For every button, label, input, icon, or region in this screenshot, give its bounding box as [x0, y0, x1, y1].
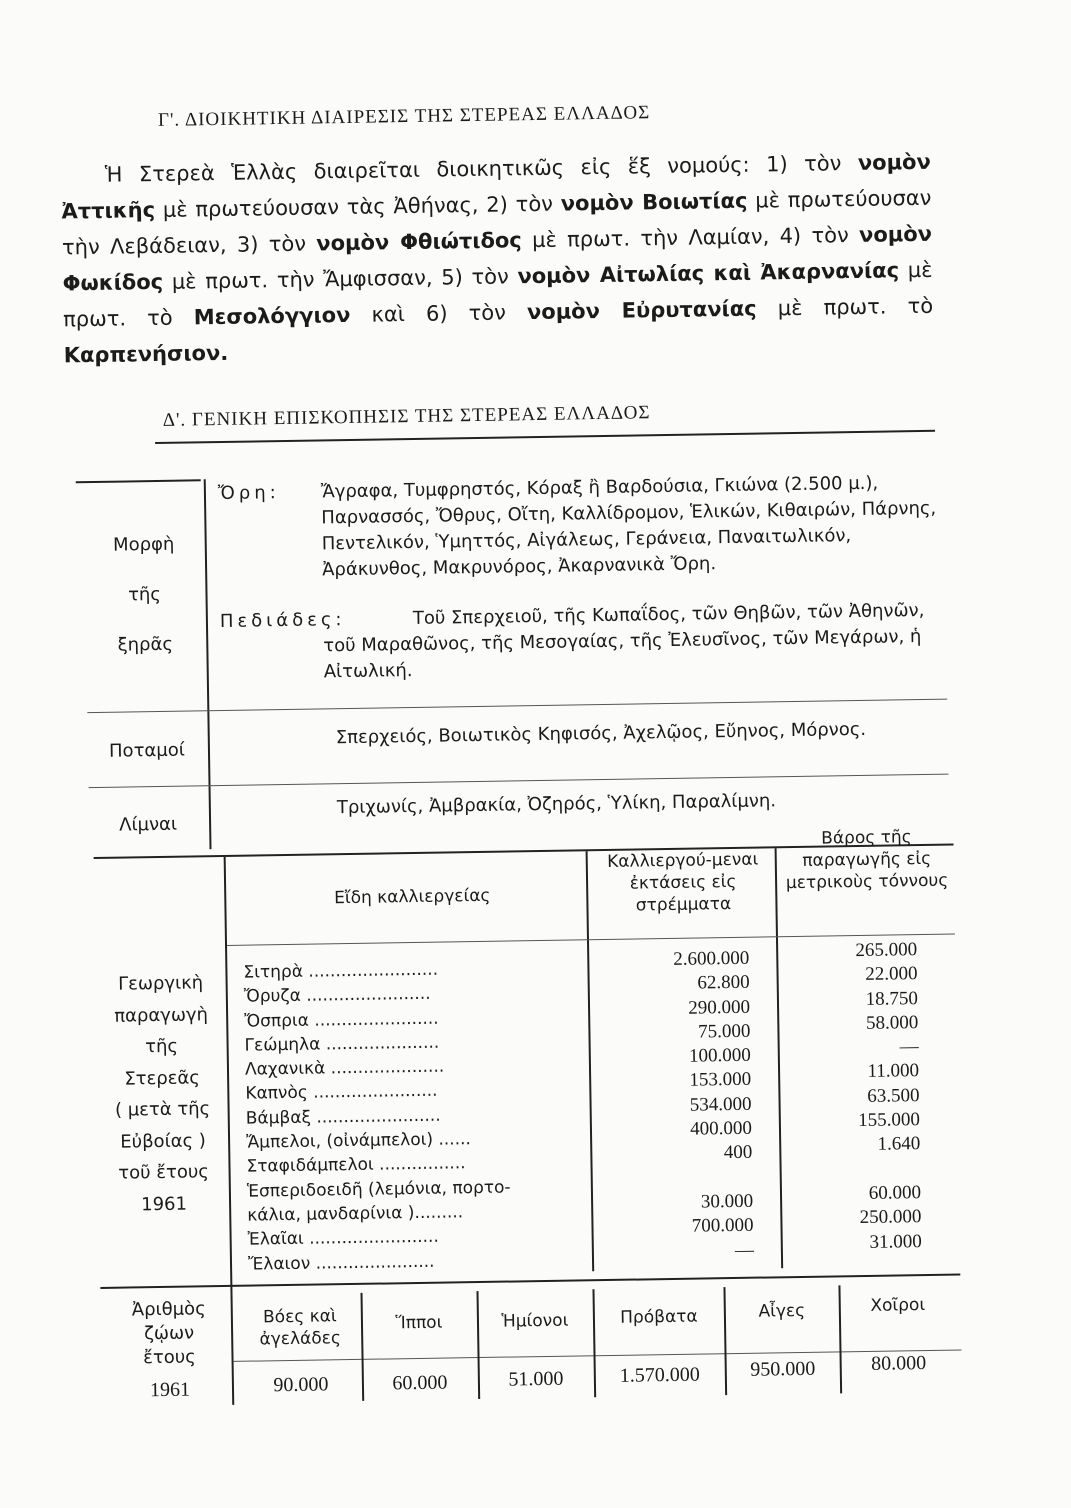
- area-value: —: [734, 1239, 755, 1261]
- para-text: μὲ πρωτ. τὸ: [62, 257, 933, 332]
- para-bold: νομὸν Ἀττικῆς: [61, 149, 931, 224]
- label-line: Στερεᾶς: [124, 1066, 201, 1090]
- crop-item: Σταφιδάμπελοι ................: [246, 1153, 466, 1178]
- weight-value: 18.750: [865, 987, 919, 1010]
- animal-header: Χοῖροι: [870, 1295, 926, 1316]
- crop-item: Καπνὸς .......................: [245, 1081, 438, 1105]
- area-value: 100.000: [688, 1044, 751, 1067]
- crop-item: Γεώμηλα .....................: [244, 1032, 440, 1056]
- crop-item: Λαχανικὰ .....................: [244, 1056, 445, 1080]
- crop-item: Ἑσπεριδοειδῆ (λεμόνια, πορτο-: [246, 1177, 511, 1202]
- animal-header: Βόες καὶ ἀγελάδες: [259, 1306, 342, 1350]
- para-text: καὶ 6) τὸν: [350, 300, 528, 327]
- row-rule: [87, 699, 947, 714]
- limnai-text: Τριχωνίς, Ἀμβρακία, Ὀζηρός, Ὑλίκη, Παραλίμνη.: [336, 790, 777, 819]
- animal-value: 80.000: [871, 1352, 927, 1375]
- label-line: Μορφὴ: [112, 533, 175, 556]
- ori-text: Ἄγραφα, Τυμφρηστός, Κόραξ ἢ Βαρδούσια, Γκιώνα (2.500 μ.), Παρνασσός, Ὄθρυς, Οἴτη, Καλλίδρομον, Ἑλικών, Κιθαιρών, Πάρνης, Πεντελικόν, Ὑμηττός, Αἰγάλεως, Γεράνεια, Παναιτωλικόν, Ἀράκυνθος, Μακρυνόρος, Ἀκαρνανικὰ Ὄρη.: [320, 472, 937, 581]
- label-line: 1961: [141, 1193, 188, 1215]
- label-line: ( μετὰ τῆς: [114, 1098, 211, 1121]
- area-value: [597, 1165, 753, 1192]
- weight-value: 1.640: [877, 1133, 921, 1156]
- animal-value: 51.000: [508, 1367, 564, 1391]
- weight-value: 155.000: [857, 1109, 921, 1132]
- table-divider-vertical: [204, 479, 212, 849]
- label-line: τῆς: [127, 583, 162, 606]
- weight-value: 58.000: [865, 1011, 919, 1034]
- area-value: 290.000: [688, 996, 751, 1019]
- area-column: [593, 947, 754, 1265]
- para-bold: Μεσολόγγιον: [193, 302, 351, 330]
- para-bold: νομὸν Φωκίδος: [62, 221, 933, 296]
- para-bold: Καρπενήσιον.: [63, 340, 229, 368]
- area-value: 700.000: [691, 1214, 754, 1237]
- para-text: μὲ πρωτ. τὴν Ἄμφισσαν, 5) τὸν: [162, 264, 518, 294]
- ori-label: Ὄρη:: [217, 482, 280, 505]
- label-line: Εὐβοίας ): [120, 1129, 207, 1153]
- para-text: μὲ πρωτεύουσαν τὴν Λεβάδειαν, 3) τὸν: [61, 185, 932, 260]
- animal-col-divider: [361, 1293, 365, 1401]
- label-line: ξηρᾶς: [117, 633, 174, 656]
- area-value: 153.000: [689, 1069, 752, 1092]
- crop-weight-header: Βάρος τῆς παραγωγῆς εἰς μετρικοὺς τόννους: [785, 827, 949, 894]
- crop-item: Βάμβαξ .......................: [245, 1105, 441, 1129]
- label-line: ζῴων: [143, 1322, 195, 1345]
- para-text: μὲ πρωτεύουσαν τὰς Ἀθήνας, 2) τὸν: [154, 191, 561, 222]
- crop-item: Σιτηρὰ ........................: [243, 959, 439, 983]
- pedia-text: Τοῦ Σπερχειοῦ, τῆς Κωπαΐδος, τῶν Θηβῶν, τῶν Ἀθηνῶν, τοῦ Μαραθῶνος, τῆς Μεσογαίας, τῆς Ἐλευσῖνος, τῶν Μεγάρων, ἡ Αἰτωλική.: [323, 599, 925, 683]
- crop-side-label: [95, 967, 229, 1221]
- crop-item: Ὄρυζα .......................: [243, 984, 431, 1007]
- pedia-label: Πεδιάδες:: [219, 609, 346, 633]
- animal-header: Πρόβατα: [620, 1306, 698, 1328]
- animal-value: 90.000: [273, 1373, 329, 1397]
- label-line: παραγωγὴ: [114, 1003, 209, 1027]
- para-bold: νομὸν Εὐρυτανίας: [526, 296, 757, 325]
- label-line: τῆς: [145, 1035, 179, 1058]
- animal-header: Αἶγες: [758, 1300, 806, 1322]
- crop-item: Ἐλαῖαι ........................: [247, 1226, 439, 1250]
- area-value: 400: [723, 1142, 753, 1164]
- limnai-label: Λίμναι: [119, 813, 178, 836]
- area-value: 75.000: [698, 1020, 751, 1043]
- potamoi-text: Σπερχειός, Βοιωτικὸς Κηφισός, Ἀχελῷος, Εὔηνος, Μόρνος.: [335, 718, 867, 749]
- section-heading-g: Γ'. ΔΙΟΙΚΗΤΙΚΗ ΔΙΑΙΡΕΣΙΣ ΤΗΣ ΣΤΕΡΕΑΣ ΕΛΛΑΔΟΣ: [157, 102, 651, 131]
- animal-col-divider: [838, 1285, 842, 1393]
- crop-area-header: Καλλιεργού-μεναι ἐκτάσεις εἰς στρέμματα: [607, 849, 759, 916]
- potamoi-label: Ποταμοί: [108, 739, 186, 762]
- para-text: μὲ πρωτ. τὴν Λαμίαν, 4) τὸν: [521, 222, 860, 253]
- crop-item: Ἔλαιον ......................: [247, 1251, 435, 1275]
- weight-value: 60.000: [868, 1182, 922, 1204]
- animal-header: Ἵπποι: [395, 1312, 443, 1334]
- area-value: 62.800: [697, 972, 750, 994]
- label-line: 1961: [149, 1378, 191, 1402]
- row-rule: [89, 774, 949, 789]
- animal-col-divider: [592, 1289, 596, 1397]
- weight-value: 31.000: [869, 1230, 922, 1253]
- morfi-label: [88, 525, 200, 665]
- crop-kind-header: Εἴδη καλλιεργείας: [333, 885, 491, 909]
- para-text: μὲ πρωτ. τὸ: [756, 293, 934, 321]
- weight-value: 250.000: [859, 1206, 922, 1229]
- crop-item: Ὄσπρια .......................: [244, 1008, 439, 1032]
- weight-value: —: [899, 1036, 919, 1058]
- animal-col-divider: [476, 1291, 480, 1399]
- weight-divider-vertical: [775, 848, 784, 1268]
- area-value: 400.000: [690, 1117, 753, 1140]
- section-heading-d: Δ'. ΓΕΝΙΚΗ ΕΠΙΣΚΟΠΗΣΙΣ ΤΗΣ ΣΤΕΡΕΑΣ ΕΛΛΑΔΟΣ: [162, 402, 651, 431]
- animal-value: 950.000: [750, 1357, 816, 1381]
- weight-value: [786, 1157, 920, 1183]
- intro-paragraph: [61, 144, 934, 374]
- para-bold: νομὸν Φθιώτιδος: [316, 228, 522, 256]
- para-bold: νομὸν Βοιωτίας: [560, 188, 748, 216]
- crop-list: [243, 955, 588, 1276]
- animals-side-label: [113, 1297, 227, 1403]
- area-value: 2.600.000: [673, 947, 750, 970]
- area-value: 534.000: [689, 1093, 752, 1116]
- animal-value: 1.570.000: [619, 1363, 701, 1387]
- area-value: 30.000: [700, 1190, 754, 1213]
- label-line: ἔτους: [143, 1346, 196, 1369]
- crop-item: κάλια, μανδαρίνια ).........: [247, 1202, 464, 1226]
- table-left-rule: [76, 479, 201, 483]
- animal-header: Ἡμίονοι: [501, 1310, 569, 1332]
- label-line: τοῦ ἔτους: [118, 1161, 210, 1184]
- para-text: Ἡ Στερεὰ Ἑλλὰς διαιρεῖται διοικητικῶς εἰς ἕξ νομούς: 1) τὸν: [104, 150, 859, 187]
- weight-value: 63.500: [867, 1084, 920, 1107]
- weight-value: 265.000: [855, 939, 918, 962]
- weight-value: 22.000: [865, 963, 918, 986]
- para-bold: νομὸν Αἰτωλίας καὶ Ἀκαρνανίας: [517, 258, 900, 289]
- label-line: Γεωργικὴ: [117, 972, 204, 995]
- weight-column: [783, 938, 922, 1256]
- crop-item: Ἄμπελοι, (οἰνάμπελοι) ......: [245, 1129, 472, 1153]
- animal-value: 60.000: [392, 1371, 448, 1395]
- label-line: Ἀριθμὸς: [131, 1298, 206, 1321]
- weight-value: 11.000: [867, 1060, 920, 1083]
- table-top-rule: [155, 430, 935, 444]
